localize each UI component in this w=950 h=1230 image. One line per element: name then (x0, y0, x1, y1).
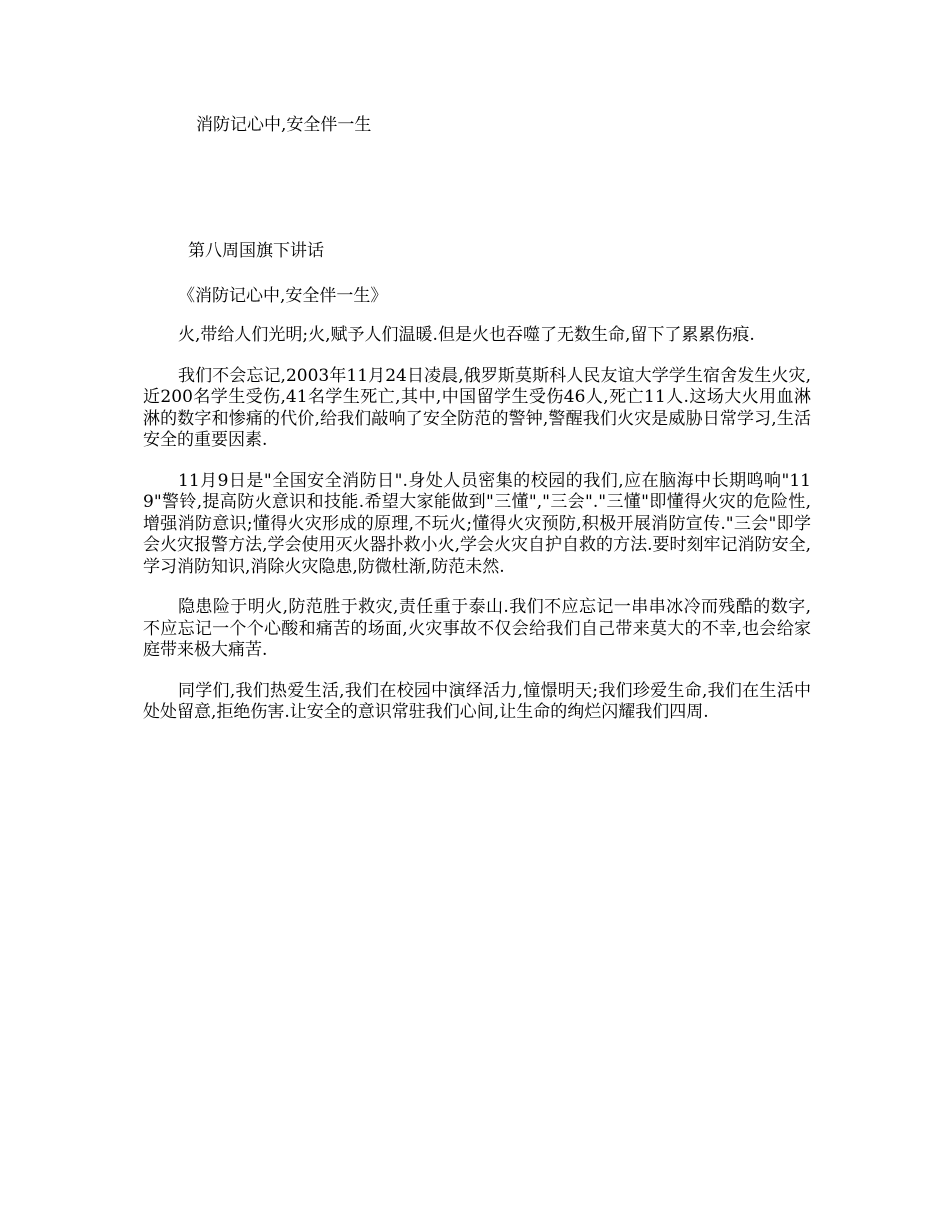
week-heading: 第八周国旗下讲话 (188, 241, 324, 261)
document-body (143, 240, 811, 743)
paragraph-3: 11月9日是"全国安全消防日".身处人员密集的校园的我们,应在脑海中长期鸣响"119"警铃,提高防火意识和技能.希望大家能做到"三懂","三会"."三懂"即懂得火灾的危险性,增强消防意识;懂得火灾形成的原理,不玩火;懂得火灾预防,积极开展消防宣传."三会"即学会火灾报警方法,学会使用灭火器扑救小火,学会火灾自护自救的方法.要时刻牢记消防安全,学习消防知识,消除火灾隐患,防微杜渐,防范未然. (143, 470, 811, 577)
paragraph-5: 同学们,我们热爱生活,我们在校园中演绎活力,憧憬明天;我们珍爱生命,我们在生活中处处留意,拒绝伤害.让安全的意识常驻我们心间,让生命的绚烂闪耀我们四周. (143, 680, 811, 722)
speech-title: 《消防记心中,安全伴一生》 (178, 286, 388, 306)
paragraph-2: 我们不会忘记,2003年11月24日凌晨,俄罗斯莫斯科人民友谊大学学生宿舍发生火灾,近200名学生受伤,41名学生死亡,其中,中国留学生受伤46人,死亡11人.这场大火用血淋淋的数字和惨痛的代价,给我们敲响了安全防范的警钟,警醒我们火灾是威胁日常学习,生活安全的重要因素. (143, 365, 811, 450)
paragraph-4: 隐患险于明火,防范胜于救灾,责任重于泰山.我们不应忘记一串串冰冷而残酷的数字,不应忘记一个个心酸和痛苦的场面,火灾事故不仅会给我们自己带来莫大的不幸,也会给家庭带来极大痛苦. (143, 597, 811, 660)
paragraph-1: 火,带给人们光明;火,赋予人们温暖.但是火也吞噬了无数生命,留下了累累伤痕. (178, 325, 755, 345)
document-header-title: 消防记心中,安全伴一生 (196, 115, 372, 135)
